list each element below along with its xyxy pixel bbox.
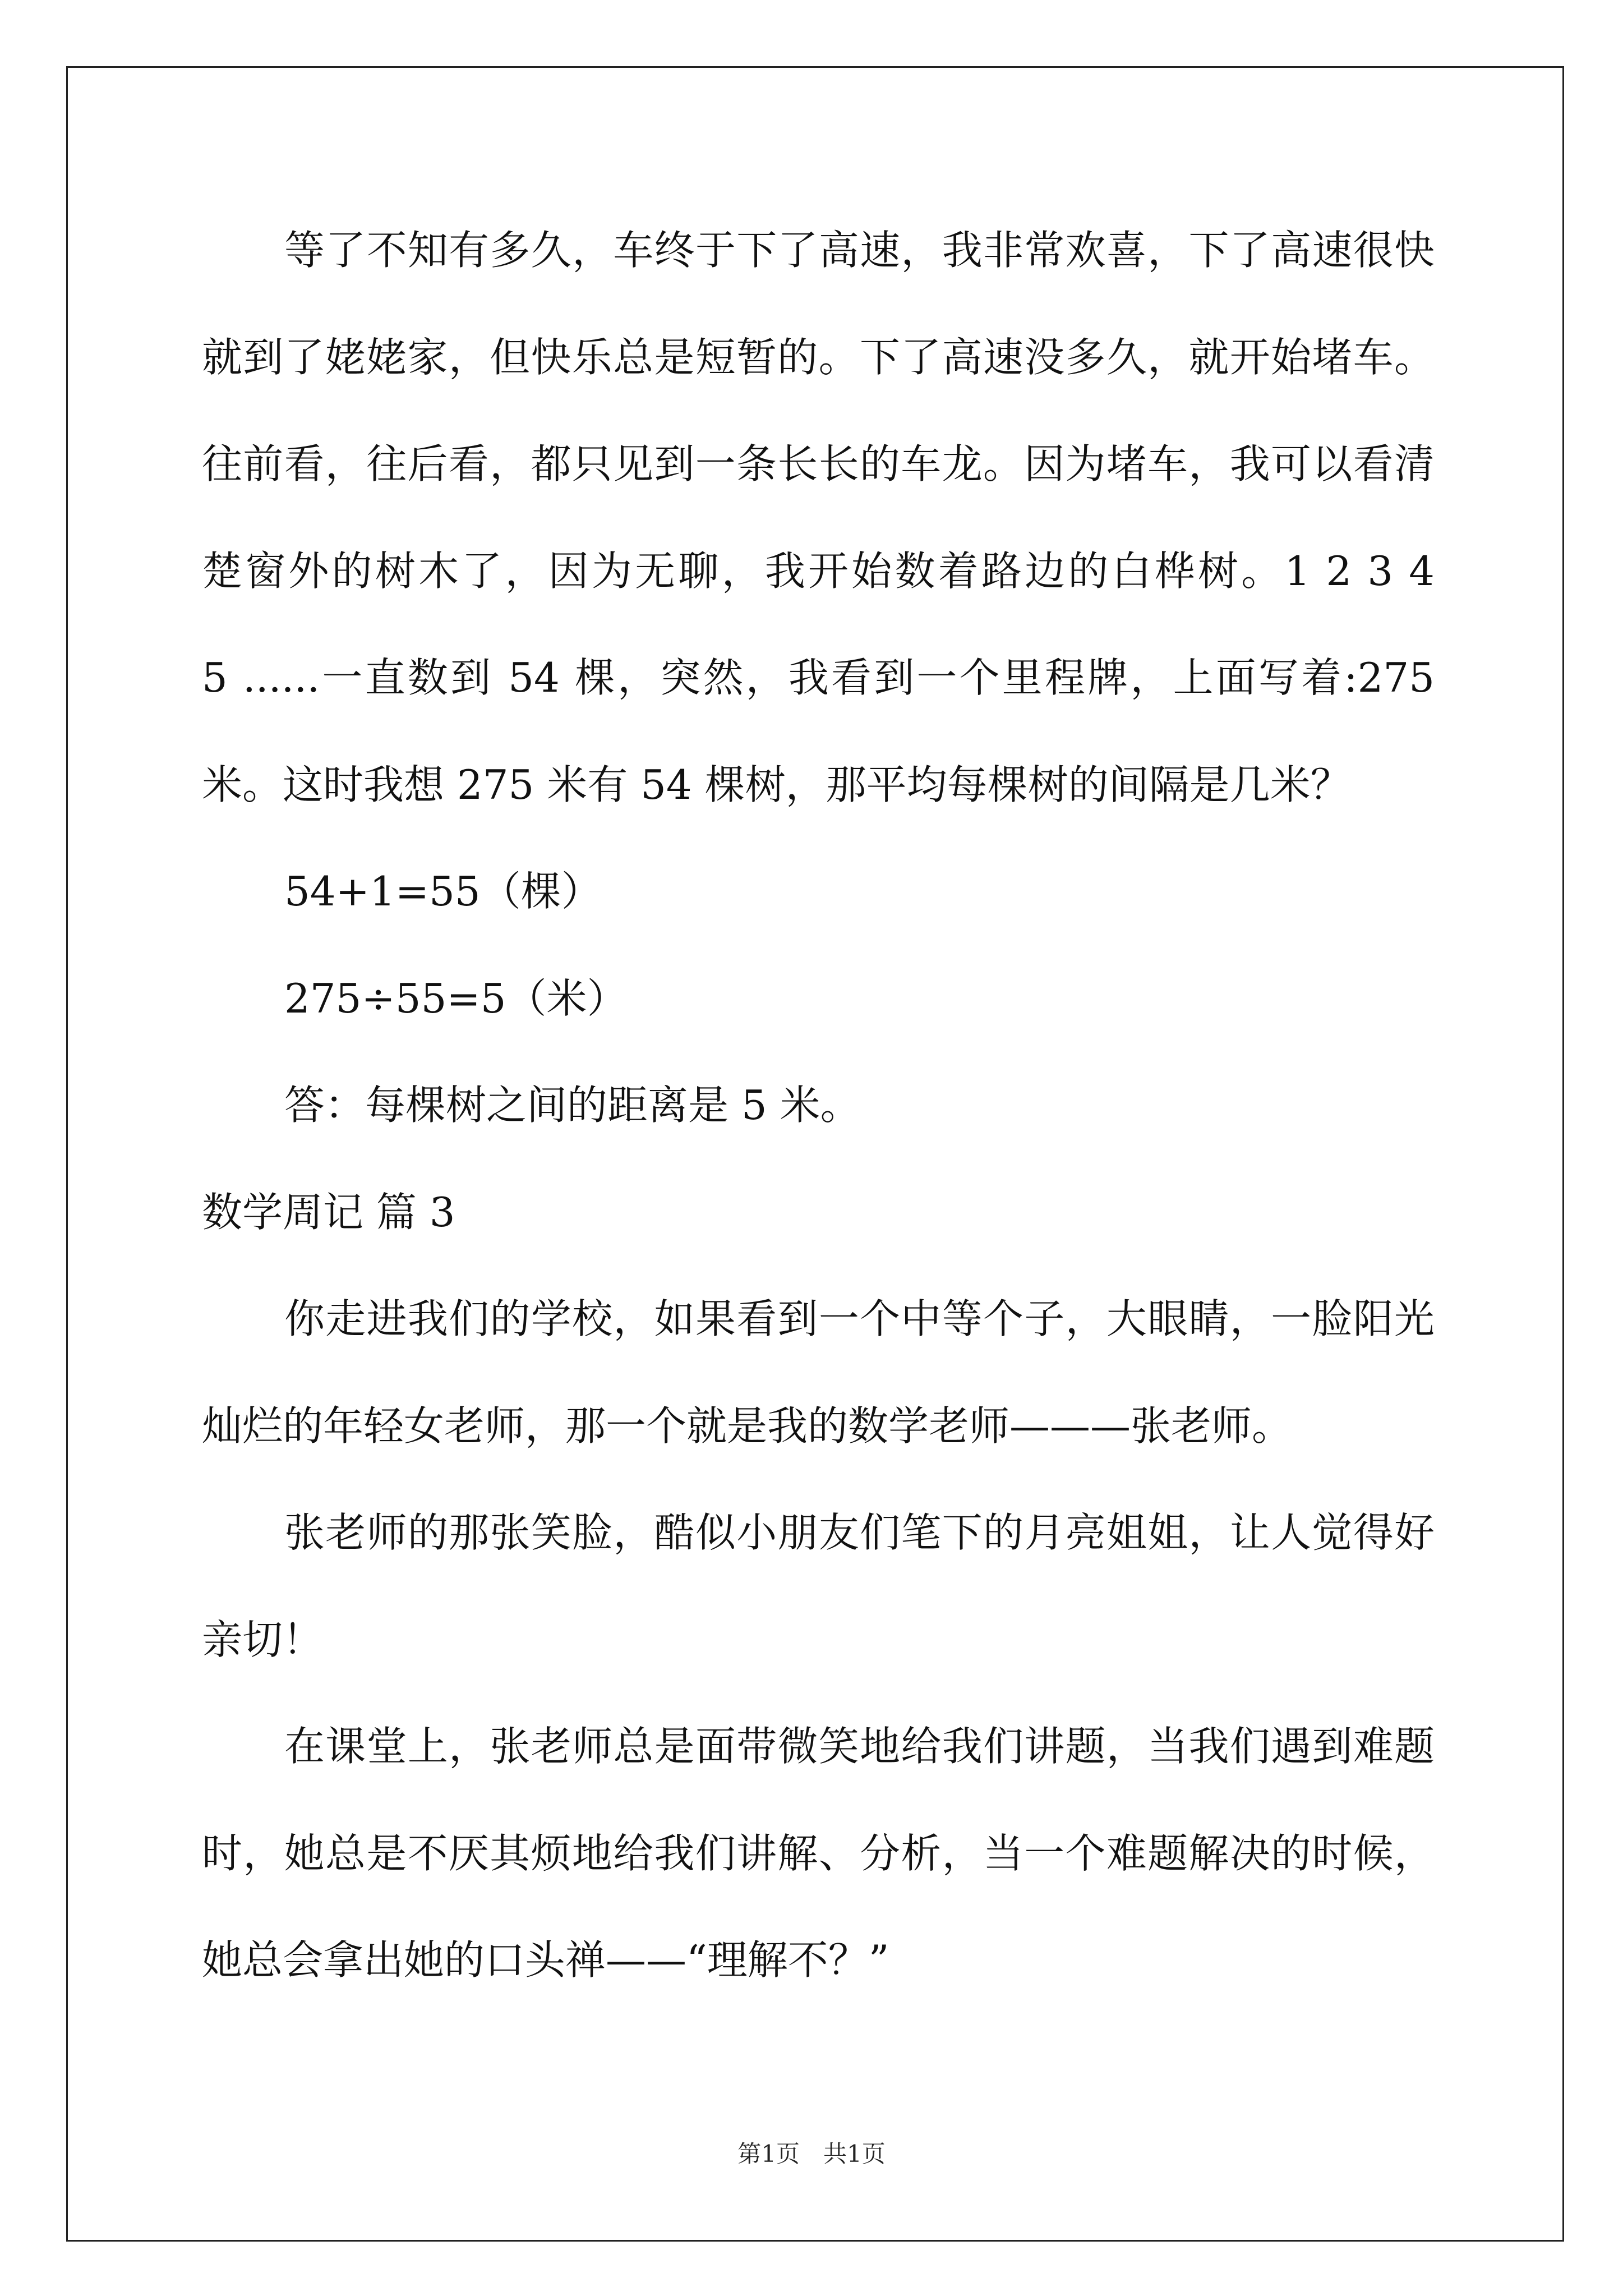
paragraph xyxy=(202,197,1435,838)
paragraph xyxy=(202,1479,1435,1693)
text-line: 她总会拿出她的口头禅——“理解不？” xyxy=(202,1936,889,1984)
text-line: 5 ......一直数到 54 棵，突然，我看到一个里程牌，上面写着:275 xyxy=(202,654,1435,701)
paragraph xyxy=(202,1693,1435,2014)
text-line: 就到了姥姥家，但快乐总是短暂的。下了高速没多久，就开始堵车。 xyxy=(202,333,1435,381)
text-line: 时，她总是不厌其烦地给我们讲解、分析，当一个难题解决的时候， xyxy=(202,1829,1435,1877)
paragraph xyxy=(202,838,1435,945)
text-line: 答：每棵树之间的距离是 5 米。 xyxy=(284,1082,861,1129)
text-line: 在课堂上，张老师总是面带微笑地给我们讲题，当我们遇到难题 xyxy=(284,1723,1435,1770)
text-line: 张老师的那张笑脸，酷似小朋友们笔下的月亮姐姐，让人觉得好 xyxy=(284,1509,1435,1556)
section-heading-text: 数学周记 篇 3 xyxy=(202,1188,455,1236)
page-footer: 第1页 共1页 xyxy=(737,2140,886,2168)
text-line: 往前看，往后看，都只见到一条长长的车龙。因为堵车，我可以看清 xyxy=(202,440,1435,487)
text-line: 亲切！ xyxy=(202,1616,324,1663)
paragraph xyxy=(202,945,1435,1052)
text-line: 54+1=55（棵） xyxy=(284,868,602,915)
text-line: 275÷55=5（米） xyxy=(284,974,628,1022)
section-heading xyxy=(202,1159,1435,1266)
paragraph xyxy=(202,1266,1435,1479)
text-line: 你走进我们的学校，如果看到一个中等个子，大眼睛，一脸阳光 xyxy=(284,1295,1435,1342)
paragraph xyxy=(202,1052,1435,1159)
text-line: 灿烂的年轻女老师，那一个就是我的数学老师———张老师。 xyxy=(202,1402,1293,1450)
text-line: 米。这时我想 275 米有 54 棵树，那平均每棵树的间隔是几米？ xyxy=(202,761,1351,808)
text-line: 楚窗外的树木了，因为无聊，我开始数着路边的白桦树。1 2 3 4 xyxy=(202,547,1435,595)
document-body xyxy=(202,197,1435,2014)
text-line: 等了不知有多久，车终于下了高速，我非常欢喜，下了高速很快 xyxy=(284,227,1435,274)
